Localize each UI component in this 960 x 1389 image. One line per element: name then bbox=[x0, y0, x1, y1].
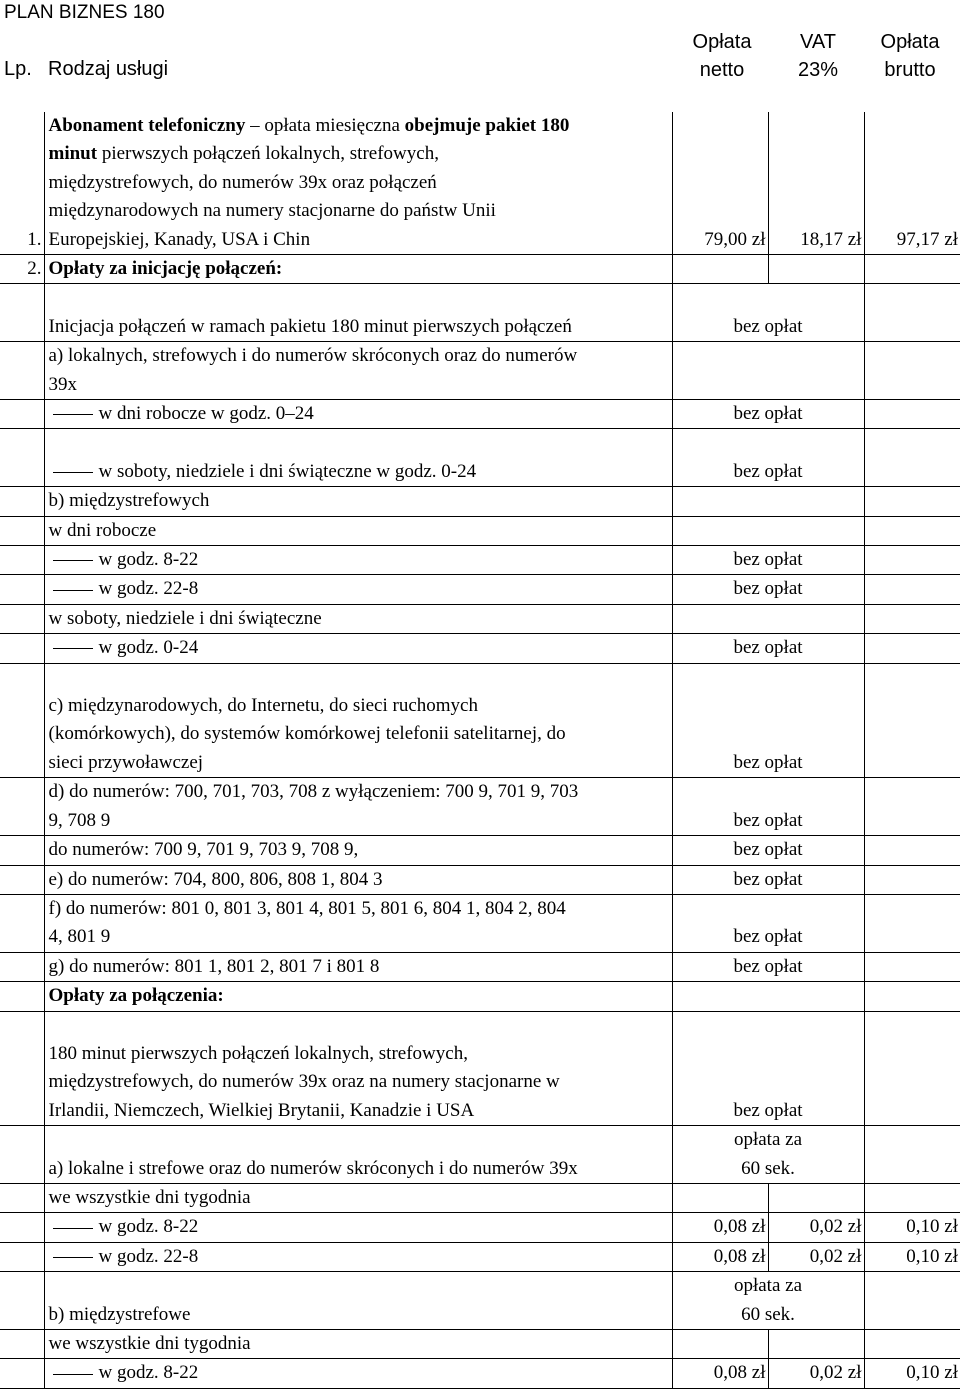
table-row bbox=[0, 894, 960, 952]
la-22-8-text: w godz. 22-8 bbox=[98, 1245, 199, 1267]
row-description bbox=[44, 778, 672, 836]
subscription-title: Abonament telefoniczny bbox=[48, 115, 246, 136]
a-local-line2: 39x bbox=[48, 373, 77, 395]
header-service-type: Rodzaj usługi bbox=[48, 58, 169, 80]
price-vat: 0,02 zł bbox=[768, 1359, 864, 1388]
empty-cell bbox=[768, 1183, 864, 1212]
empty-cell bbox=[864, 1126, 960, 1184]
row-description bbox=[44, 1272, 672, 1330]
empty-cell bbox=[672, 516, 864, 545]
row-value: bez opłat bbox=[672, 836, 864, 865]
subscription-minutes: minut bbox=[48, 143, 98, 165]
pkg-line3: Irlandii, Niemczech, Wielkiej Brytanii, Kanadzie i USA bbox=[48, 1099, 475, 1121]
price-vat: 0,02 zł bbox=[768, 1213, 864, 1242]
dash-icon bbox=[53, 414, 93, 415]
row-value: bez opłat bbox=[672, 429, 864, 487]
header-vat-line1: VAT bbox=[800, 31, 836, 53]
table-row bbox=[0, 546, 960, 575]
empty-cell bbox=[672, 604, 864, 633]
table-row bbox=[0, 634, 960, 663]
empty-cell bbox=[0, 1272, 44, 1330]
price-brutto: 0,10 zł bbox=[864, 1213, 960, 1242]
dash-icon bbox=[53, 1257, 93, 1258]
g-text: g) do numerów: 801 1, 801 2, 801 7 i 801 8 bbox=[44, 952, 672, 981]
table-row bbox=[0, 663, 960, 778]
empty-cell bbox=[0, 1126, 44, 1184]
empty-cell bbox=[0, 429, 44, 487]
row-description bbox=[44, 1359, 672, 1388]
table-row bbox=[0, 284, 960, 342]
row-description bbox=[44, 1213, 672, 1242]
empty-cell bbox=[0, 516, 44, 545]
table-row bbox=[0, 836, 960, 865]
price-vat: 0,02 zł bbox=[768, 1242, 864, 1271]
row-description bbox=[44, 1011, 672, 1126]
table-row bbox=[0, 1359, 960, 1388]
empty-cell bbox=[0, 865, 44, 894]
table-row bbox=[0, 982, 960, 1011]
c-line3: sieci przywoławczej bbox=[48, 751, 204, 773]
empty-cell bbox=[864, 546, 960, 575]
empty-cell bbox=[0, 342, 44, 400]
empty-cell bbox=[0, 1330, 44, 1359]
empty-cell bbox=[0, 284, 44, 342]
empty-cell bbox=[0, 546, 44, 575]
empty-cell bbox=[0, 487, 44, 516]
row-value: bez opłat bbox=[672, 663, 864, 778]
row-description bbox=[44, 429, 672, 487]
empty-cell bbox=[864, 604, 960, 633]
empty-cell bbox=[768, 255, 864, 284]
table-row bbox=[0, 400, 960, 429]
dash-icon bbox=[53, 1228, 93, 1229]
row-value: bez opłat bbox=[672, 284, 864, 342]
row-number: 1. bbox=[0, 112, 44, 255]
unit-line2: 60 sek. bbox=[741, 1157, 795, 1179]
empty-cell bbox=[0, 400, 44, 429]
subscription-text-e: Europejskiej, Kanady, USA i Chin bbox=[48, 228, 311, 250]
dash-icon bbox=[53, 1374, 93, 1375]
subscription-package: obejmuje pakiet 180 bbox=[404, 115, 570, 136]
f-line1: f) do numerów: 801 0, 801 3, 801 4, 801 5, 801 6, 804 1, 804 2, 804 bbox=[48, 897, 566, 919]
b-0-24-text: w godz. 0-24 bbox=[98, 637, 199, 659]
header-brutto bbox=[860, 28, 960, 84]
row-description bbox=[44, 1242, 672, 1271]
empty-cell bbox=[864, 952, 960, 981]
header-vat-line2: 23% bbox=[797, 59, 839, 81]
table-row bbox=[0, 1183, 960, 1212]
row-description bbox=[44, 400, 672, 429]
empty-cell bbox=[0, 952, 44, 981]
table-row bbox=[0, 778, 960, 836]
table-row bbox=[0, 1330, 960, 1359]
b-8-22-text: w godz. 8-22 bbox=[98, 549, 199, 571]
empty-cell bbox=[672, 1183, 768, 1212]
d-line1: d) do numerów: 700, 701, 703, 708 z wyłączeniem: 700 9, 701 9, 703 bbox=[48, 781, 579, 803]
subscription-text: – opłata miesięczna bbox=[245, 115, 405, 136]
la-8-22-text: w godz. 8-22 bbox=[98, 1216, 199, 1238]
empty-cell bbox=[672, 342, 864, 400]
empty-cell bbox=[0, 663, 44, 778]
row-value: bez opłat bbox=[672, 546, 864, 575]
a-local-line1: a) lokalnych, strefowych i do numerów skróconych oraz do numerów bbox=[48, 345, 578, 367]
e-text: e) do numerów: 704, 800, 806, 808 1, 804 3 bbox=[44, 865, 672, 894]
empty-cell bbox=[0, 894, 44, 952]
table-row bbox=[0, 1011, 960, 1126]
table-row bbox=[0, 1242, 960, 1271]
table-row bbox=[0, 1272, 960, 1330]
empty-cell bbox=[864, 284, 960, 342]
price-netto: 0,08 zł bbox=[672, 1359, 768, 1388]
empty-cell bbox=[864, 516, 960, 545]
empty-cell bbox=[672, 487, 864, 516]
header-netto bbox=[672, 28, 772, 84]
a-workdays-text: w dni robocze w godz. 0–24 bbox=[98, 403, 314, 425]
empty-cell bbox=[672, 1330, 768, 1359]
section-label-init: Opłaty za inicjację połączeń: bbox=[44, 255, 672, 284]
empty-cell bbox=[0, 1011, 44, 1126]
empty-cell bbox=[864, 575, 960, 604]
empty-cell bbox=[0, 1242, 44, 1271]
empty-cell bbox=[0, 1359, 44, 1388]
price-netto: 0,08 zł bbox=[672, 1242, 768, 1271]
subscription-text-d: międzynarodowych na numery stacjonarne do państw Unii bbox=[48, 200, 496, 222]
empty-cell bbox=[0, 604, 44, 633]
row-description bbox=[44, 634, 672, 663]
table-row bbox=[0, 255, 960, 284]
b-workdays: w dni robocze bbox=[44, 516, 672, 545]
unit-line1: opłata za bbox=[733, 1275, 803, 1297]
empty-cell bbox=[0, 836, 44, 865]
row-description bbox=[44, 663, 672, 778]
empty-cell bbox=[864, 487, 960, 516]
document-title: PLAN BIZNES 180 bbox=[4, 2, 165, 23]
price-vat: 18,17 zł bbox=[768, 112, 864, 255]
row-description bbox=[44, 112, 672, 255]
empty-cell bbox=[864, 1183, 960, 1212]
price-brutto: 97,17 zł bbox=[864, 112, 960, 255]
row-description bbox=[44, 894, 672, 952]
header-netto-line1: Opłata bbox=[692, 31, 752, 53]
init-pkg-text: Inicjacja połączeń w ramach pakietu 180 minut pierwszych połączeń bbox=[48, 315, 572, 337]
price-table bbox=[0, 112, 960, 1389]
empty-cell bbox=[864, 1330, 960, 1359]
table-row bbox=[0, 604, 960, 633]
row-description bbox=[44, 575, 672, 604]
row-description bbox=[44, 546, 672, 575]
table-row bbox=[0, 1126, 960, 1184]
price-netto: 0,08 zł bbox=[672, 1213, 768, 1242]
b-label: b) międzystrefowych bbox=[44, 487, 672, 516]
dash-icon bbox=[53, 560, 93, 561]
table-row bbox=[0, 112, 960, 255]
row-value: bez opłat bbox=[672, 400, 864, 429]
subscription-text-b: pierwszych połączeń lokalnych, strefowych, bbox=[97, 143, 439, 165]
dash-icon bbox=[53, 648, 93, 649]
row-value: bez opłat bbox=[672, 634, 864, 663]
row-unit bbox=[672, 1126, 864, 1184]
row-value: bez opłat bbox=[672, 894, 864, 952]
empty-cell bbox=[672, 255, 768, 284]
c-line1: c) międzynarodowych, do Internetu, do sieci ruchomych bbox=[48, 695, 478, 717]
row-value: bez opłat bbox=[672, 1011, 864, 1126]
row-value: bez opłat bbox=[672, 778, 864, 836]
empty-cell bbox=[672, 982, 864, 1011]
lb-8-22-text: w godz. 8-22 bbox=[98, 1362, 199, 1384]
empty-cell bbox=[768, 1330, 864, 1359]
empty-cell bbox=[864, 663, 960, 778]
row-description bbox=[44, 342, 672, 400]
empty-cell bbox=[864, 342, 960, 400]
row-number: 2. bbox=[0, 255, 44, 284]
empty-cell bbox=[0, 1213, 44, 1242]
table-row bbox=[0, 487, 960, 516]
empty-cell bbox=[864, 255, 960, 284]
lb-alldays: we wszystkie dni tygodnia bbox=[44, 1330, 672, 1359]
empty-cell bbox=[864, 1272, 960, 1330]
dash-icon bbox=[53, 472, 93, 473]
empty-cell bbox=[864, 400, 960, 429]
empty-cell bbox=[0, 1183, 44, 1212]
row-unit bbox=[672, 1272, 864, 1330]
f-line2: 4, 801 9 bbox=[48, 926, 111, 948]
empty-cell bbox=[864, 429, 960, 487]
subscription-text-c: międzystrefowych, do numerów 39x oraz połączeń bbox=[48, 171, 437, 193]
header-brutto-line2: brutto bbox=[884, 59, 936, 81]
empty-cell bbox=[0, 634, 44, 663]
la-alldays: we wszystkie dni tygodnia bbox=[44, 1183, 672, 1212]
header-lp: Lp. bbox=[4, 58, 32, 80]
section-label-calls: Opłaty za połączenia: bbox=[44, 982, 672, 1011]
unit-line2: 60 sek. bbox=[741, 1303, 795, 1325]
empty-cell bbox=[864, 865, 960, 894]
c-line2: (komórkowych), do systemów komórkowej telefonii satelitarnej, do bbox=[48, 723, 566, 745]
d2-text: do numerów: 700 9, 701 9, 703 9, 708 9, bbox=[44, 836, 672, 865]
empty-cell bbox=[864, 982, 960, 1011]
price-netto: 79,00 zł bbox=[672, 112, 768, 255]
dash-icon bbox=[53, 590, 93, 591]
table-row bbox=[0, 429, 960, 487]
unit-line1: opłata za bbox=[733, 1129, 803, 1151]
header-netto-line2: netto bbox=[699, 59, 745, 81]
price-brutto: 0,10 zł bbox=[864, 1242, 960, 1271]
empty-cell bbox=[864, 894, 960, 952]
d-line2: 9, 708 9 bbox=[48, 809, 111, 831]
empty-cell bbox=[0, 575, 44, 604]
row-description bbox=[44, 284, 672, 342]
pkg-line2: międzystrefowych, do numerów 39x oraz na numery stacjonarne w bbox=[48, 1071, 560, 1093]
table-row bbox=[0, 516, 960, 545]
empty-cell bbox=[864, 634, 960, 663]
empty-cell bbox=[864, 836, 960, 865]
table-row bbox=[0, 575, 960, 604]
price-brutto: 0,10 zł bbox=[864, 1359, 960, 1388]
empty-cell bbox=[864, 778, 960, 836]
row-description bbox=[44, 1126, 672, 1184]
table-row bbox=[0, 1213, 960, 1242]
empty-cell bbox=[0, 982, 44, 1011]
header-vat bbox=[768, 28, 868, 84]
a-weekend-text: w soboty, niedziele i dni świąteczne w godz. 0-24 bbox=[98, 460, 477, 482]
table-row bbox=[0, 952, 960, 981]
empty-cell bbox=[0, 778, 44, 836]
table-row bbox=[0, 865, 960, 894]
pkg-line1: 180 minut pierwszych połączeń lokalnych, strefowych, bbox=[48, 1042, 468, 1064]
table-row bbox=[0, 342, 960, 400]
b-weekend: w soboty, niedziele i dni świąteczne bbox=[44, 604, 672, 633]
row-value: bez opłat bbox=[672, 575, 864, 604]
row-value: bez opłat bbox=[672, 865, 864, 894]
empty-cell bbox=[864, 1011, 960, 1126]
lb-text: b) międzystrefowe bbox=[48, 1303, 191, 1325]
row-value: bez opłat bbox=[672, 952, 864, 981]
b-22-8-text: w godz. 22-8 bbox=[98, 578, 199, 600]
header-brutto-line1: Opłata bbox=[880, 31, 940, 53]
la-text: a) lokalne i strefowe oraz do numerów skróconych i do numerów 39x bbox=[48, 1157, 578, 1179]
